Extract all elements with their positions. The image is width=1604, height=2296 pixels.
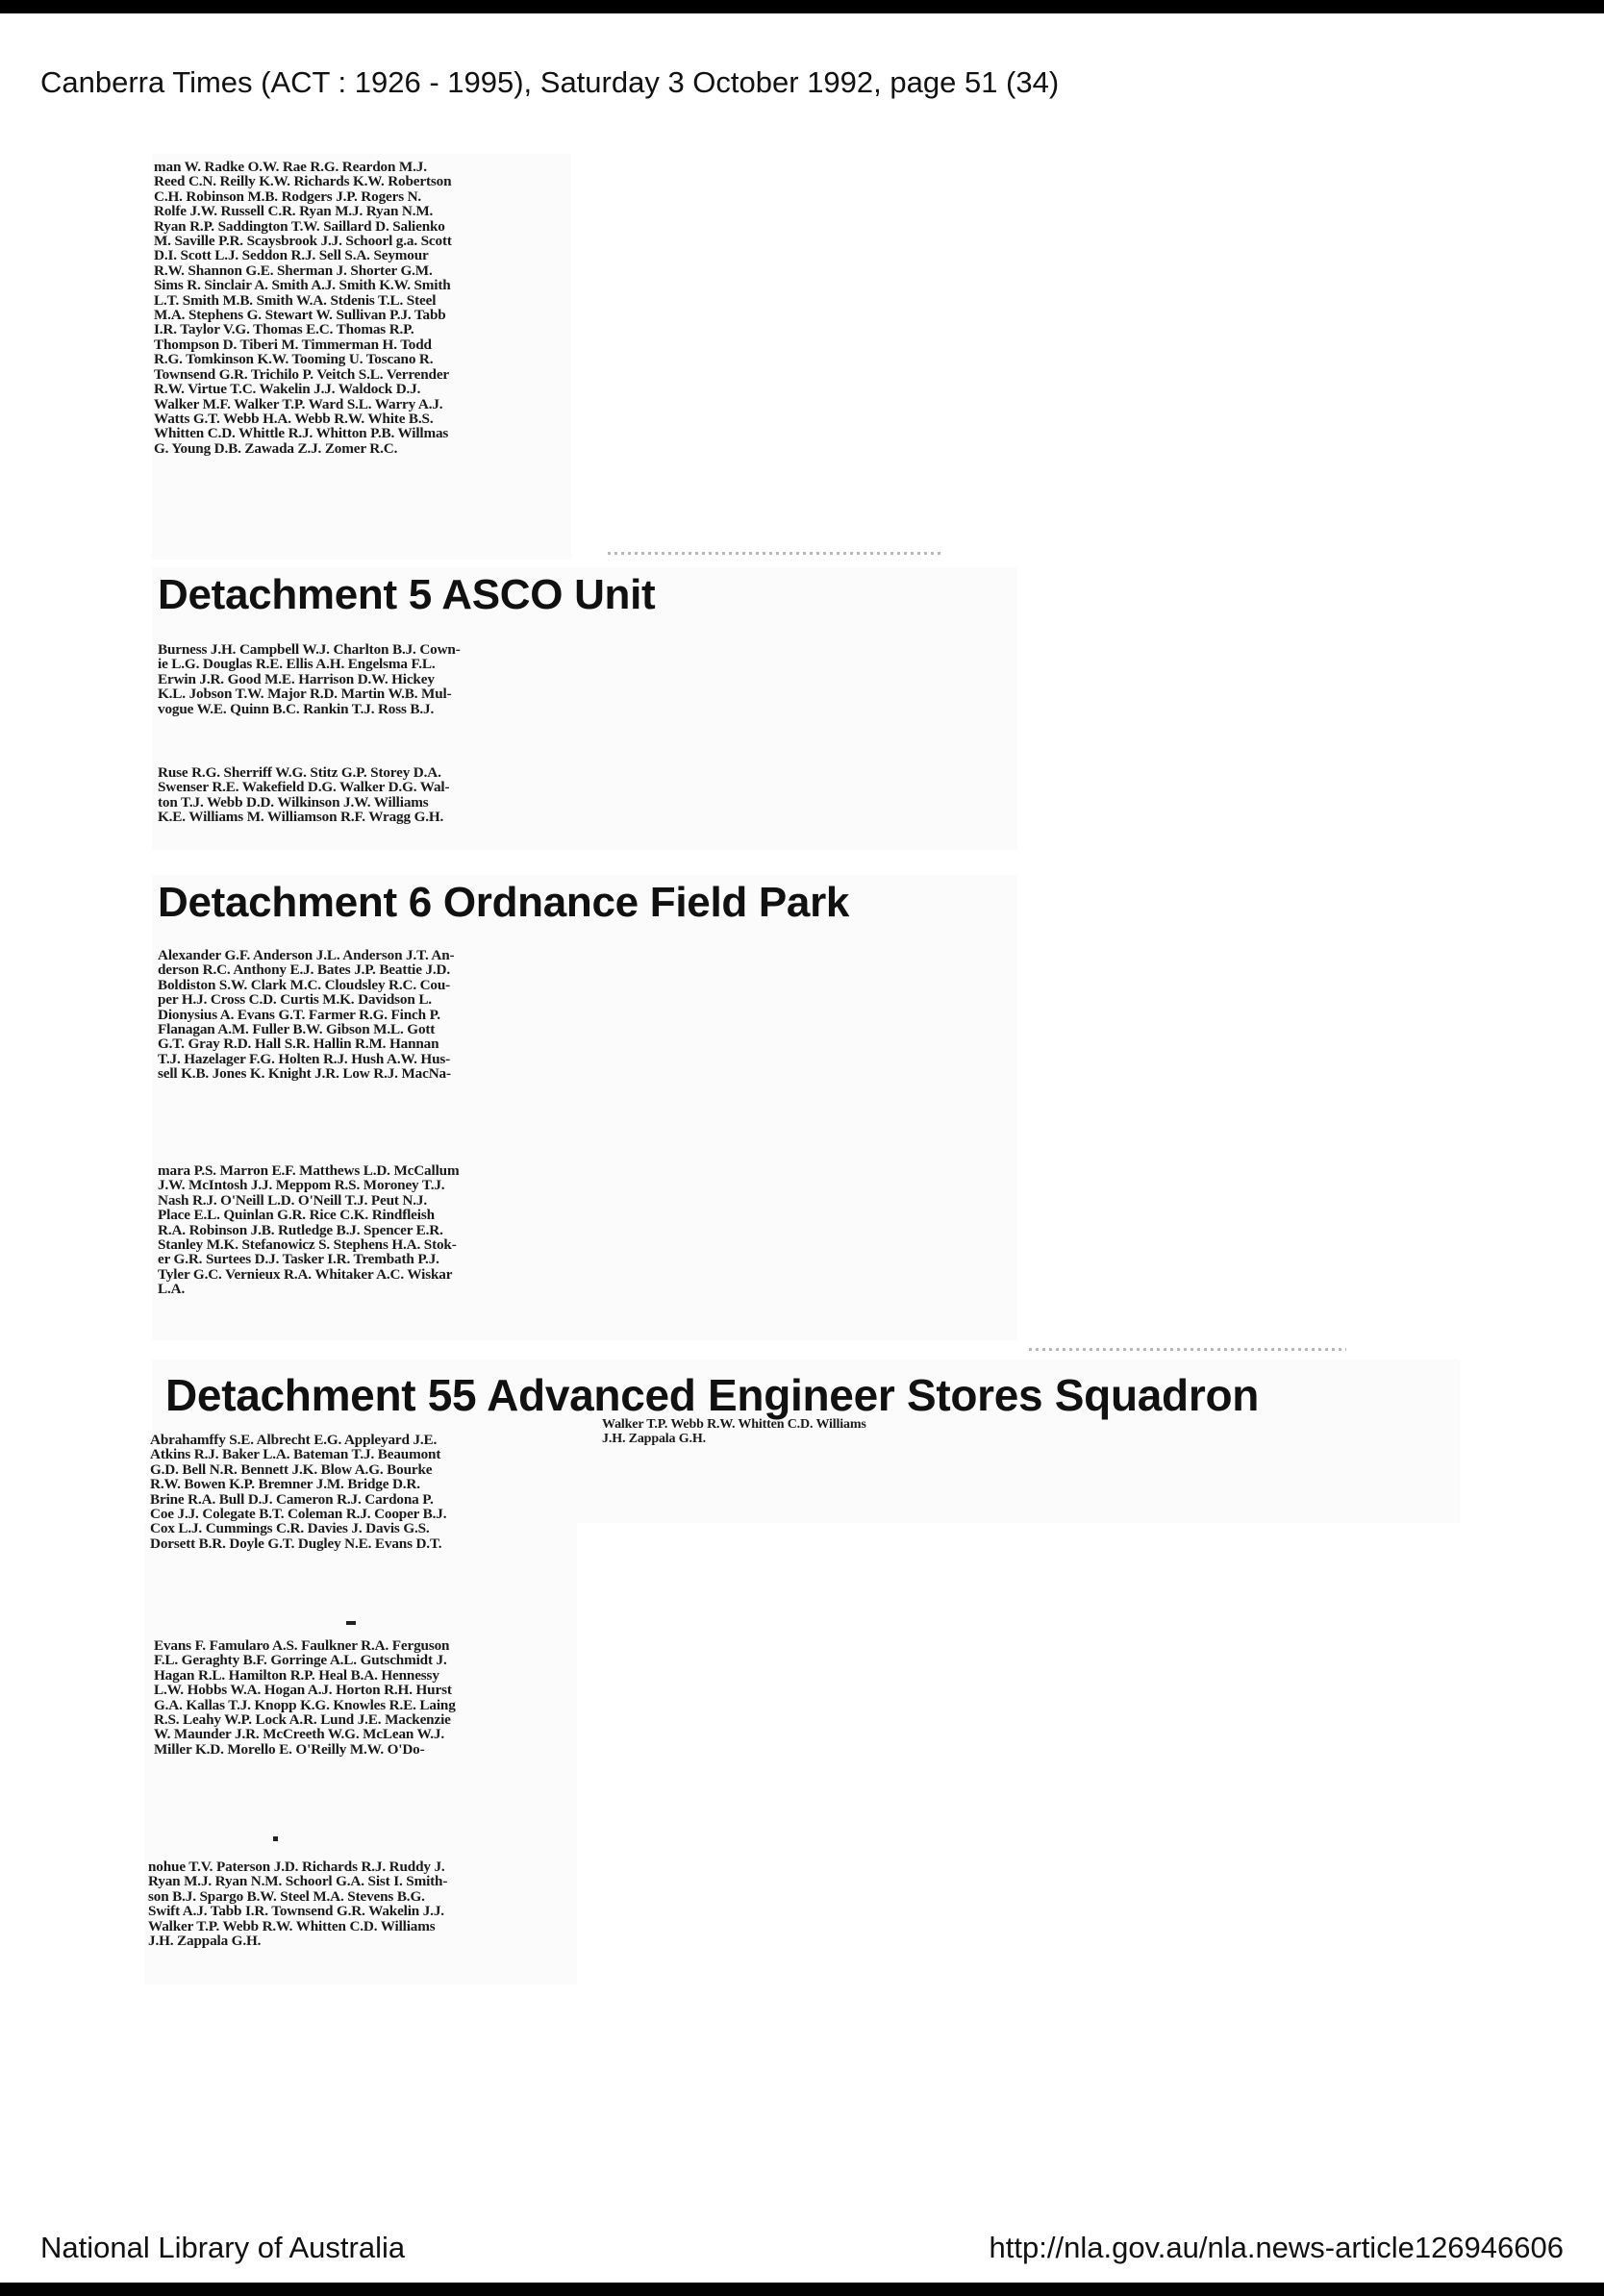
section2-names-2 bbox=[158, 1163, 459, 1297]
list-line: man W. Radke O.W. Rae R.G. Reardon M.J. bbox=[154, 159, 427, 175]
list-line: Townsend G.R. Trichilo P. Veitch S.L. Verrender bbox=[154, 365, 450, 383]
list-line: Atkins R.J. Baker L.A. Bateman T.J. Beaumont bbox=[150, 1446, 441, 1463]
list-line: Nash R.J. O'Neill L.D. O'Neill T.J. Peut N.J. bbox=[158, 1191, 427, 1209]
list-line: M.A. Stephens G. Stewart W. Sullivan P.J. Tabb bbox=[154, 307, 446, 324]
list-line: Reed C.N. Reilly K.W. Richards K.W. Robertson bbox=[154, 173, 452, 190]
list-line: Ryan M.J. Ryan N.M. Schoorl G.A. Sist I. Smith- bbox=[148, 1873, 448, 1890]
list-line: Alexander G.F. Anderson J.L. Anderson J.T. An- bbox=[158, 947, 455, 963]
list-line: Brine R.A. Bull D.J. Cameron R.J. Cardona P. bbox=[150, 1490, 434, 1508]
section1-names-2 bbox=[158, 765, 449, 825]
list-line: Flanagan A.M. Fuller B.W. Gibson M.L. Gott bbox=[158, 1021, 436, 1038]
section1-names-1 bbox=[158, 642, 461, 716]
list-line: Dionysius A. Evans G.T. Farmer R.G. Finch P. bbox=[158, 1006, 440, 1023]
list-line: Whitten C.D. Whittle R.J. Whitton P.B. Willmas bbox=[154, 425, 449, 442]
list-line: Ruse R.G. Sherriff W.G. Stitz G.P. Storey D.A. bbox=[158, 764, 441, 781]
list-line: L.W. Hobbs W.A. Hogan A.J. Horton R.H. Hurst bbox=[154, 1682, 452, 1699]
list-line: Burness J.H. Campbell W.J. Charlton B.J. Cown- bbox=[158, 641, 461, 658]
list-line: G.D. Bell N.R. Bennett J.K. Blow A.G. Bourke bbox=[150, 1460, 433, 1478]
scan-artifact bbox=[608, 552, 944, 555]
list-line: G.T. Gray R.D. Hall S.R. Hallin R.M. Hannan bbox=[158, 1036, 439, 1053]
list-line: Ryan R.P. Saddington T.W. Saillard D. Salienko bbox=[154, 217, 445, 235]
list-line: Evans F. Famularo A.S. Faulkner R.A. Ferguson bbox=[154, 1637, 450, 1654]
list-line: Cox L.J. Cummings C.R. Davies J. Davis G.S. bbox=[150, 1520, 430, 1537]
list-line: er G.R. Surtees D.J. Tasker I.R. Trembath P.J. bbox=[158, 1251, 439, 1268]
list-line: Erwin J.R. Good M.E. Harrison D.W. Hickey bbox=[158, 670, 435, 687]
list-line: Abrahamffy S.E. Albrecht E.G. Appleyard J.E. bbox=[150, 1432, 438, 1448]
list-line: ton T.J. Webb D.D. Wilkinson J.W. Williams bbox=[158, 793, 429, 811]
list-line: vogue W.E. Quinn B.C. Rankin T.J. Ross B.J. bbox=[158, 700, 435, 717]
section3-side-note bbox=[602, 1417, 866, 1447]
section-heading: Detachment 5 ASCO Unit bbox=[158, 571, 656, 618]
list-line: G. Young D.B. Zawada Z.J. Zomer R.C. bbox=[154, 439, 398, 457]
list-line: Walker T.P. Webb R.W. Whitten C.D. Williams bbox=[148, 1917, 436, 1934]
list-line: per H.J. Cross C.D. Curtis M.K. Davidson L. bbox=[158, 991, 432, 1009]
list-line: Sims R. Sinclair A. Smith A.J. Smith K.W. Smith bbox=[154, 277, 451, 294]
citation-header: Canberra Times (ACT : 1926 - 1995), Saturday 3 October 1992, page 51 (34) bbox=[40, 65, 1060, 99]
article-url[interactable]: http://nla.gov.au/nla.news-article126946606 bbox=[989, 2231, 1564, 2264]
list-line: L.T. Smith M.B. Smith W.A. Stdenis T.L. Steel bbox=[154, 291, 437, 309]
list-line: F.L. Geraghty B.F. Gorringe A.L. Gutschmidt J. bbox=[154, 1652, 447, 1669]
list-line: Dorsett B.R. Doyle G.T. Dugley N.E. Evans D.T. bbox=[150, 1535, 442, 1552]
list-line: R.W. Virtue T.C. Wakelin J.J. Waldock D.J. bbox=[154, 381, 421, 398]
publisher-footer: National Library of Australia bbox=[40, 2231, 406, 2264]
list-line: J.H. Zappala G.H. bbox=[148, 1933, 262, 1950]
name-list-continued bbox=[154, 160, 452, 456]
scan-artifact bbox=[1029, 1348, 1346, 1351]
list-line: R.W. Bowen K.P. Bremner J.M. Bridge D.R. bbox=[150, 1476, 420, 1493]
section-heading: Detachment 6 Ordnance Field Park bbox=[158, 879, 850, 926]
list-line: ie L.G. Douglas R.E. Ellis A.H. Engelsma F.L. bbox=[158, 656, 436, 673]
section3-names-2 bbox=[154, 1638, 456, 1757]
list-line: mara P.S. Marron E.F. Matthews L.D. McCallum bbox=[158, 1162, 460, 1179]
section3-names-3 bbox=[148, 1859, 447, 1948]
list-line: Swenser R.E. Wakefield D.G. Walker D.G. Wal- bbox=[158, 779, 450, 796]
list-line: R.G. Tomkinson K.W. Tooming U. Toscano R. bbox=[154, 351, 434, 368]
list-line: R.W. Shannon G.E. Sherman J. Shorter G.M. bbox=[154, 262, 433, 279]
list-line: Coe J.J. Colegate B.T. Coleman R.J. Cooper B.J. bbox=[150, 1506, 447, 1523]
list-line: derson R.C. Anthony E.J. Bates J.P. Beattie J.D. bbox=[158, 961, 451, 979]
list-line: son B.J. Spargo B.W. Steel M.A. Stevens B.G. bbox=[148, 1887, 425, 1905]
section2-names-1 bbox=[158, 948, 454, 1082]
list-line: Swift A.J. Tabb I.R. Townsend G.R. Wakelin J.J. bbox=[148, 1903, 444, 1920]
page bbox=[0, 13, 1604, 2283]
list-line: T.J. Hazelager F.G. Holten R.J. Hush A.W. Hus- bbox=[158, 1050, 451, 1067]
list-line: K.L. Jobson T.W. Major R.D. Martin W.B. Mul- bbox=[158, 686, 452, 703]
list-line: J.H. Zappala G.H. bbox=[602, 1432, 706, 1447]
list-line: M. Saville P.R. Scaysbrook J.J. Schoorl g.a. Scott bbox=[154, 233, 452, 250]
list-line: Boldiston S.W. Clark M.C. Cloudsley R.C. Cou- bbox=[158, 976, 451, 993]
list-line: Thompson D. Tiberi M. Timmerman H. Todd bbox=[154, 336, 432, 353]
list-line: D.I. Scott L.J. Seddon R.J. Sell S.A. Seymour bbox=[154, 247, 429, 264]
list-line: Hagan R.L. Hamilton R.P. Heal B.A. Hennessy bbox=[154, 1666, 439, 1684]
ink-mark bbox=[346, 1621, 356, 1625]
list-line: Walker T.P. Webb R.W. Whitten C.D. Williams bbox=[602, 1417, 866, 1432]
list-line: Miller K.D. Morello E. O'Reilly M.W. O'Do- bbox=[154, 1740, 425, 1758]
list-line: Stanley M.K. Stefanowicz S. Stephens H.A. Stok- bbox=[158, 1236, 457, 1254]
list-line: Walker M.F. Walker T.P. Ward S.L. Warry A.J. bbox=[154, 395, 443, 412]
section3-names-1 bbox=[150, 1433, 446, 1551]
list-line: W. Maunder J.R. McCreeth W.G. McLean W.J. bbox=[154, 1726, 444, 1743]
list-line: J.W. McIntosh J.J. Meppom R.S. Moroney T.J. bbox=[158, 1177, 445, 1194]
list-line: Watts G.T. Webb H.A. Webb R.W. White B.S. bbox=[154, 410, 434, 427]
list-line: K.E. Williams M. Williamson R.F. Wragg G.H. bbox=[158, 809, 444, 826]
list-line: Place E.L. Quinlan G.R. Rice C.K. Rindfleish bbox=[158, 1207, 435, 1224]
list-line: Rolfe J.W. Russell C.R. Ryan M.J. Ryan N.M. bbox=[154, 203, 434, 220]
section-heading: Detachment 55 Advanced Engineer Stores Squadron bbox=[165, 1370, 1260, 1420]
list-line: L.A. bbox=[158, 1281, 186, 1298]
list-line: R.S. Leahy W.P. Lock A.R. Lund J.E. Mackenzie bbox=[154, 1711, 451, 1729]
list-line: sell K.B. Jones K. Knight J.R. Low R.J. MacNa- bbox=[158, 1065, 451, 1083]
list-line: nohue T.V. Paterson J.D. Richards R.J. Ruddy J. bbox=[148, 1859, 445, 1875]
list-line: C.H. Robinson M.B. Rodgers J.P. Rogers N. bbox=[154, 187, 422, 205]
ink-mark bbox=[273, 1836, 278, 1841]
list-line: R.A. Robinson J.B. Rutledge B.J. Spencer E.R. bbox=[158, 1221, 443, 1238]
list-line: G.A. Kallas T.J. Knopp K.G. Knowles R.E. Laing bbox=[154, 1696, 456, 1713]
list-line: I.R. Taylor V.G. Thomas E.C. Thomas R.P. bbox=[154, 321, 414, 338]
list-line: Tyler G.C. Vernieux R.A. Whitaker A.C. Wiskar bbox=[158, 1265, 453, 1283]
